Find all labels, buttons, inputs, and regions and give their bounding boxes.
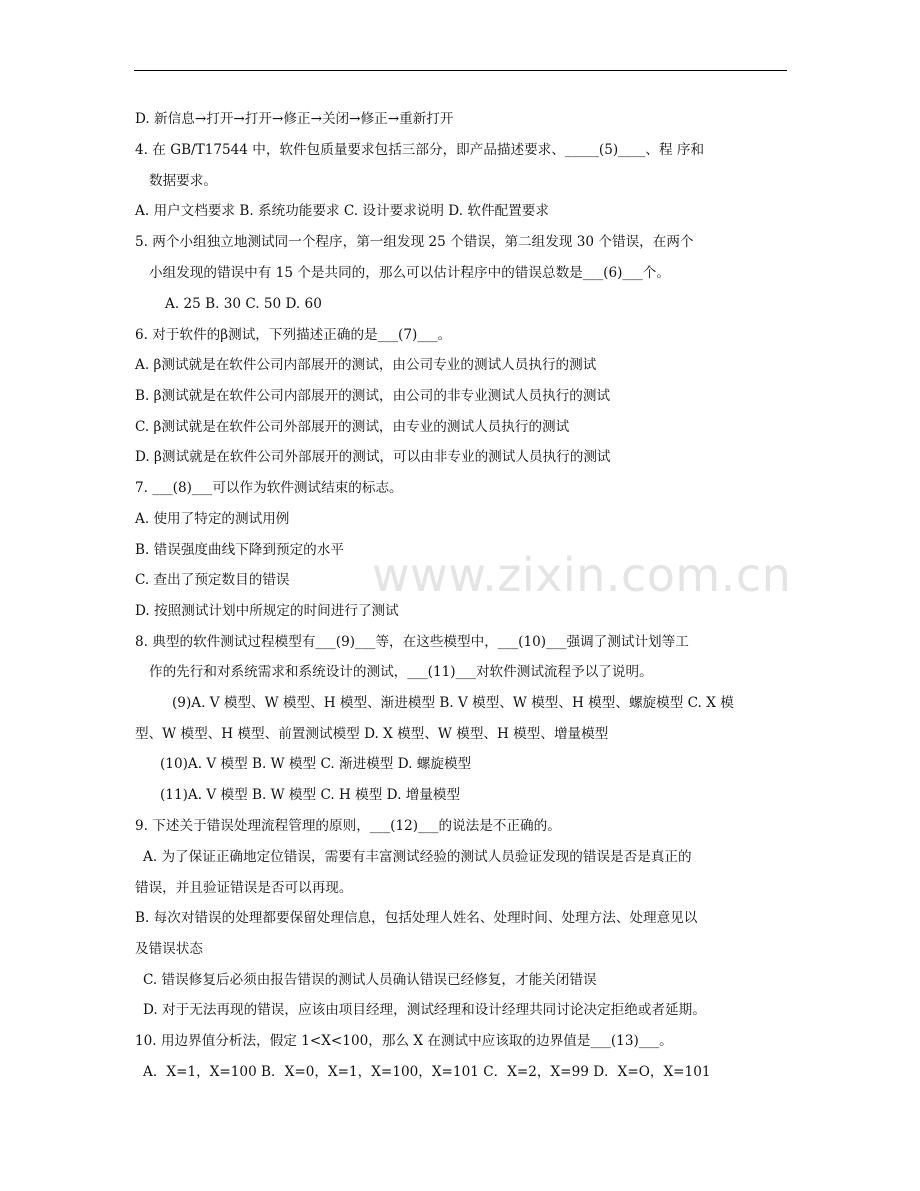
question-9: 9. 下述关于错误处理流程管理的原则，___(12)___的说法是不正确的。	[135, 818, 561, 834]
question-5-options: A. 25 B. 30 C. 50 D. 60	[165, 296, 322, 312]
question-10-options: A．X=1，X=100 B．X=0，X=1，X=100，X=101 C．X=2，X=99 D．X=O，X=101	[143, 1064, 711, 1080]
question-4-cont: 数据要求。	[149, 173, 217, 189]
question-9-option-b: B. 每次对错误的处理都要保留处理信息，包括处理人姓名、处理时间、处理方法、处理意见以	[135, 910, 698, 926]
watermark: www.zixin.com.cn	[372, 548, 792, 602]
question-8-sub-11: (11)A. V 模型 B. W 模型 C. H 模型 D. 增量模型	[160, 787, 461, 803]
question-5: 5. 两个小组独立地测试同一个程序，第一组发现 25 个错误，第二组发现 30 个错误，在两个	[135, 234, 694, 250]
question-7-option-c: C. 查出了预定数目的错误	[135, 572, 290, 588]
question-9-option-d: D. 对于无法再现的错误，应该由项目经理，测试经理和设计经理共同讨论决定拒绝或者延期。	[143, 1002, 706, 1018]
question-9-option-a: A. 为了保证正确地定位错误，需要有丰富测试经验的测试人员验证发现的错误是否是真正的	[143, 849, 692, 865]
question-9-option-b-cont: 及错误状态	[135, 941, 203, 957]
question-6-option-d: D. β测试就是在软件公司外部展开的测试，可以由非专业的测试人员执行的测试	[135, 449, 611, 465]
question-6-option-a: A. β测试就是在软件公司内部展开的测试，由公司专业的测试人员执行的测试	[135, 357, 597, 373]
question-4-options: A. 用户文档要求 B. 系统功能要求 C. 设计要求说明 D. 软件配置要求	[135, 203, 549, 219]
question-6-option-c: C. β测试就是在软件公司外部展开的测试，由专业的测试人员执行的测试	[135, 419, 570, 435]
question-4: 4. 在 GB/T17544 中，软件包质量要求包括三部分，即产品描述要求、_____(5)____、程 序和	[135, 142, 705, 158]
question-10: 10. 用边界值分析法，假定 1<X<100，那么 X 在测试中应该取的边界值是___(13)___。	[135, 1033, 673, 1049]
question-7-option-a: A. 使用了特定的测试用例	[135, 511, 290, 527]
question-8-sub-10: (10)A. V 模型 B. W 模型 C. 渐进模型 D. 螺旋模型	[160, 756, 472, 772]
option-d-line: D. 新信息→打开→打开→修正→关闭→修正→重新打开	[135, 111, 454, 127]
question-7: 7. ___(8)___可以作为软件测试结束的标志。	[135, 480, 403, 496]
question-9-option-c: C. 错误修复后必须由报告错误的测试人员确认错误已经修复，才能关闭错误	[143, 972, 597, 988]
question-8-cont: 作的先行和对系统需求和系统设计的测试，___(11)___对软件测试流程予以了说明。	[149, 664, 653, 680]
question-8: 8. 典型的软件测试过程模型有___(9)___等，在这些模型中，___(10)___强调了测试计划等工	[135, 634, 689, 650]
question-8-sub-9-cont: 型、W 模型、H 模型、前置测试模型 D. X 模型、W 模型、H 模型、增量模型	[135, 726, 609, 742]
question-6: 6. 对于软件的β测试，下列描述正确的是___(7)___。	[135, 327, 452, 343]
header-rule	[134, 70, 787, 71]
question-6-option-b: B. β测试就是在软件公司内部展开的测试，由公司的非专业测试人员执行的测试	[135, 388, 611, 404]
question-7-option-b: B. 错误强度曲线下降到预定的水平	[135, 542, 344, 558]
question-9-option-a-cont: 错误，并且验证错误是否可以再现。	[135, 880, 353, 896]
question-8-sub-9: (9)A. V 模型、W 模型、H 模型、渐进模型 B. V 模型、W 模型、H 模型、螺旋模型 C. X 模	[172, 695, 734, 711]
question-7-option-d: D. 按照测试计划中所规定的时间进行了测试	[135, 603, 399, 619]
question-5-cont: 小组发现的错误中有 15 个是共同的，那么可以估计程序中的错误总数是___(6)___个。	[149, 265, 670, 281]
